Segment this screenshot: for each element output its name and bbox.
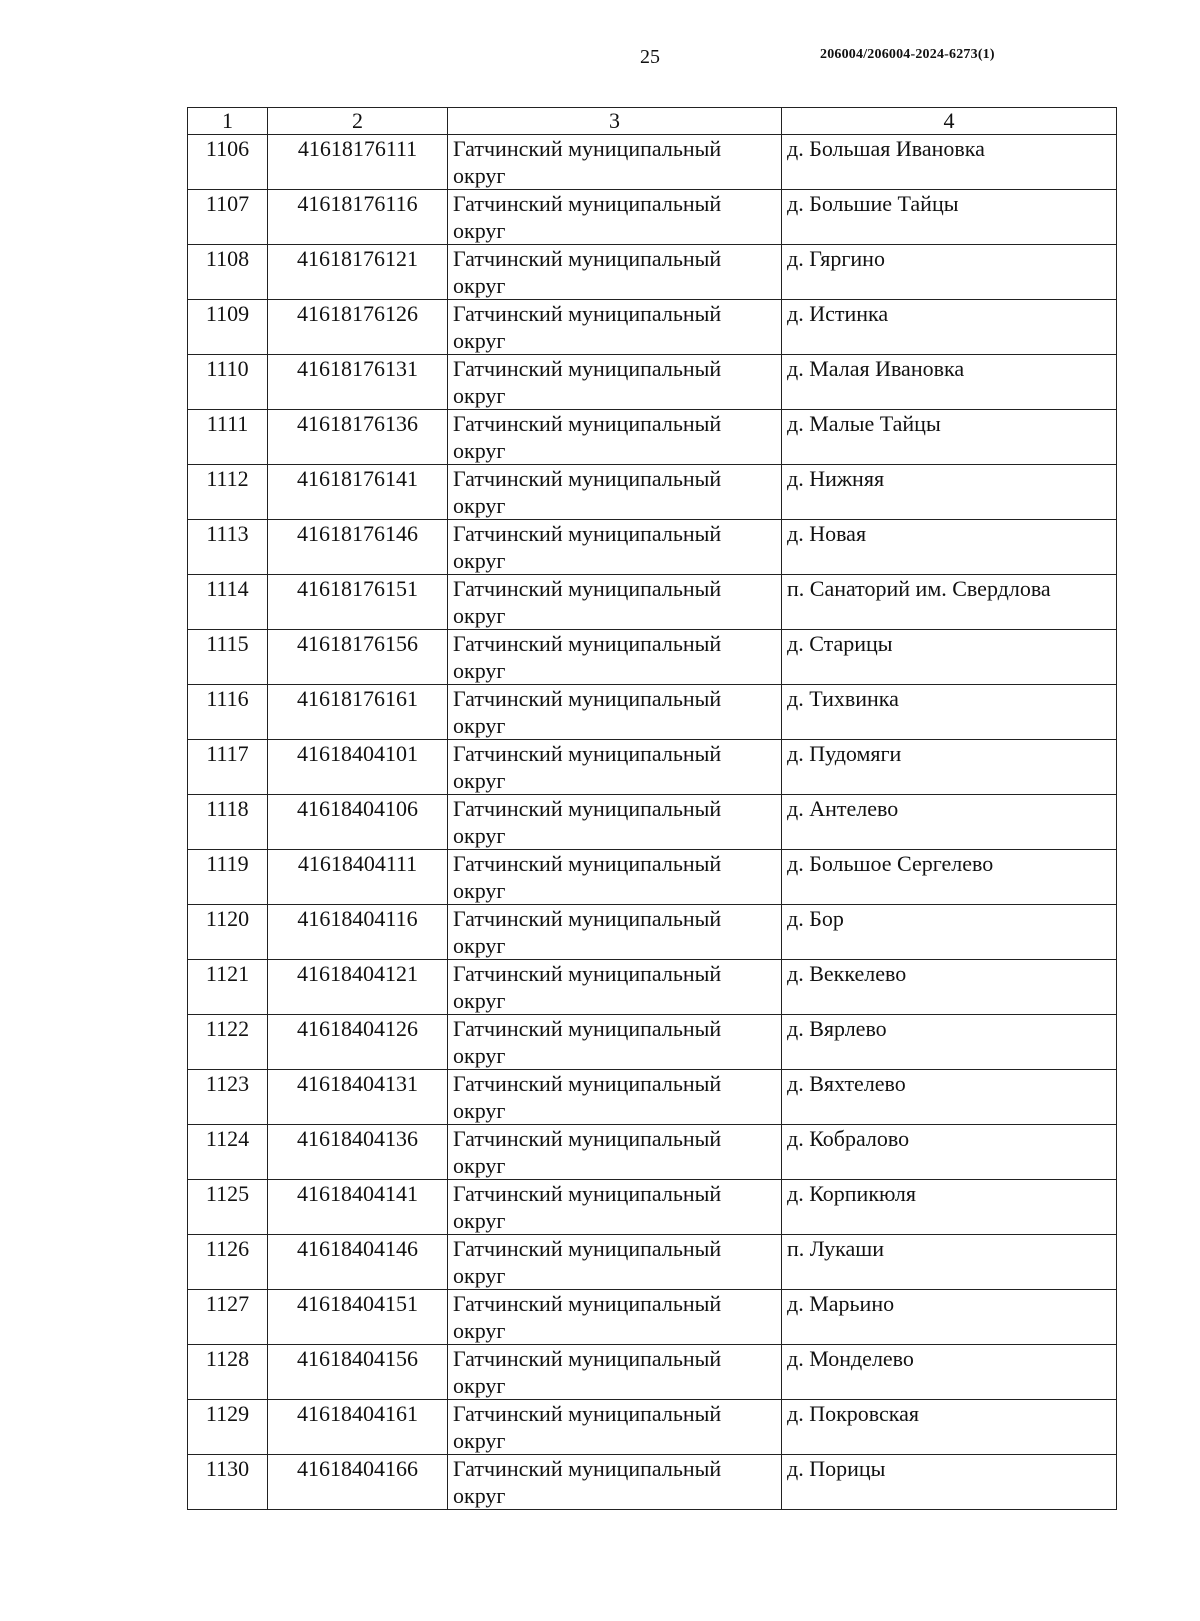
district-cell: Гатчинский муниципальный округ — [448, 1455, 782, 1510]
district-cell: Гатчинский муниципальный округ — [448, 520, 782, 575]
settlement-cell: д. Малые Тайцы — [782, 410, 1117, 465]
oktmo-code-cell: 41618404151 — [268, 1290, 448, 1345]
table-row — [188, 1455, 1117, 1510]
oktmo-code-cell: 41618404121 — [268, 960, 448, 1015]
district-cell: Гатчинский муниципальный округ — [448, 685, 782, 740]
settlement-cell: д. Новая — [782, 520, 1117, 575]
district-cell: Гатчинский муниципальный округ — [448, 850, 782, 905]
row-number-cell: 1126 — [188, 1235, 268, 1290]
row-number-cell: 1106 — [188, 135, 268, 190]
oktmo-code-cell: 41618404106 — [268, 795, 448, 850]
settlements-table — [187, 107, 1117, 1510]
settlement-cell: д. Нижняя — [782, 465, 1117, 520]
row-number-cell: 1112 — [188, 465, 268, 520]
table-row — [188, 520, 1117, 575]
table-row — [188, 355, 1117, 410]
district-cell: Гатчинский муниципальный округ — [448, 1345, 782, 1400]
settlement-cell: д. Покровская — [782, 1400, 1117, 1455]
oktmo-code-cell: 41618404166 — [268, 1455, 448, 1510]
table-row — [188, 300, 1117, 355]
oktmo-code-cell: 41618404126 — [268, 1015, 448, 1070]
oktmo-code-cell: 41618404156 — [268, 1345, 448, 1400]
oktmo-code-cell: 41618404131 — [268, 1070, 448, 1125]
district-cell: Гатчинский муниципальный округ — [448, 1070, 782, 1125]
table-row — [188, 850, 1117, 905]
table-row — [188, 1015, 1117, 1070]
settlement-cell: д. Корпикюля — [782, 1180, 1117, 1235]
settlement-cell: д. Большая Ивановка — [782, 135, 1117, 190]
row-number-cell: 1111 — [188, 410, 268, 465]
district-cell: Гатчинский муниципальный округ — [448, 245, 782, 300]
settlement-cell: п. Лукаши — [782, 1235, 1117, 1290]
table-row — [188, 1400, 1117, 1455]
settlement-cell: д. Старицы — [782, 630, 1117, 685]
table-row — [188, 740, 1117, 795]
district-cell: Гатчинский муниципальный округ — [448, 190, 782, 245]
district-cell: Гатчинский муниципальный округ — [448, 1290, 782, 1345]
oktmo-code-cell: 41618176141 — [268, 465, 448, 520]
settlement-cell: д. Вяхтелево — [782, 1070, 1117, 1125]
oktmo-code-cell: 41618404141 — [268, 1180, 448, 1235]
row-number-cell: 1108 — [188, 245, 268, 300]
table-row — [188, 1125, 1117, 1180]
column-header-2: 2 — [268, 108, 448, 135]
table-header — [188, 108, 1117, 135]
row-number-cell: 1120 — [188, 905, 268, 960]
settlement-cell: д. Большое Сергелево — [782, 850, 1117, 905]
row-number-cell: 1121 — [188, 960, 268, 1015]
oktmo-code-cell: 41618404116 — [268, 905, 448, 960]
row-number-cell: 1107 — [188, 190, 268, 245]
row-number-cell: 1130 — [188, 1455, 268, 1510]
district-cell: Гатчинский муниципальный округ — [448, 465, 782, 520]
table-row — [188, 1345, 1117, 1400]
column-header-3: 3 — [448, 108, 782, 135]
header-row — [188, 108, 1117, 135]
column-header-4: 4 — [782, 108, 1117, 135]
district-cell: Гатчинский муниципальный округ — [448, 355, 782, 410]
district-cell: Гатчинский муниципальный округ — [448, 135, 782, 190]
table-row — [188, 795, 1117, 850]
district-cell: Гатчинский муниципальный округ — [448, 1015, 782, 1070]
page-number: 25 — [640, 46, 660, 68]
district-cell: Гатчинский муниципальный округ — [448, 740, 782, 795]
settlement-cell: д. Малая Ивановка — [782, 355, 1117, 410]
oktmo-code-cell: 41618176156 — [268, 630, 448, 685]
district-cell: Гатчинский муниципальный округ — [448, 1180, 782, 1235]
settlement-cell: п. Санаторий им. Свердлова — [782, 575, 1117, 630]
district-cell: Гатчинский муниципальный округ — [448, 1235, 782, 1290]
table-row — [188, 245, 1117, 300]
row-number-cell: 1114 — [188, 575, 268, 630]
row-number-cell: 1109 — [188, 300, 268, 355]
settlement-cell: д. Монделево — [782, 1345, 1117, 1400]
table-row — [188, 135, 1117, 190]
row-number-cell: 1117 — [188, 740, 268, 795]
table-body — [188, 135, 1117, 1510]
settlement-cell: д. Большие Тайцы — [782, 190, 1117, 245]
oktmo-code-cell: 41618176111 — [268, 135, 448, 190]
oktmo-code-cell: 41618176161 — [268, 685, 448, 740]
column-header-1: 1 — [188, 108, 268, 135]
oktmo-code-cell: 41618404111 — [268, 850, 448, 905]
settlement-cell: д. Марьино — [782, 1290, 1117, 1345]
oktmo-code-cell: 41618176126 — [268, 300, 448, 355]
settlement-cell: д. Вярлево — [782, 1015, 1117, 1070]
district-cell: Гатчинский муниципальный округ — [448, 905, 782, 960]
table-row — [188, 410, 1117, 465]
settlement-cell: д. Тихвинка — [782, 685, 1117, 740]
settlement-cell: д. Кобралово — [782, 1125, 1117, 1180]
settlement-cell: д. Порицы — [782, 1455, 1117, 1510]
row-number-cell: 1119 — [188, 850, 268, 905]
row-number-cell: 1123 — [188, 1070, 268, 1125]
district-cell: Гатчинский муниципальный округ — [448, 630, 782, 685]
settlement-cell: д. Истинка — [782, 300, 1117, 355]
oktmo-code-cell: 41618404136 — [268, 1125, 448, 1180]
table-row — [188, 1070, 1117, 1125]
settlement-cell: д. Веккелево — [782, 960, 1117, 1015]
oktmo-code-cell: 41618176146 — [268, 520, 448, 575]
row-number-cell: 1128 — [188, 1345, 268, 1400]
district-cell: Гатчинский муниципальный округ — [448, 960, 782, 1015]
row-number-cell: 1127 — [188, 1290, 268, 1345]
district-cell: Гатчинский муниципальный округ — [448, 410, 782, 465]
table-row — [188, 685, 1117, 740]
row-number-cell: 1115 — [188, 630, 268, 685]
district-cell: Гатчинский муниципальный округ — [448, 575, 782, 630]
table-row — [188, 905, 1117, 960]
row-number-cell: 1125 — [188, 1180, 268, 1235]
district-cell: Гатчинский муниципальный округ — [448, 1125, 782, 1180]
table-row — [188, 575, 1117, 630]
oktmo-code-cell: 41618176121 — [268, 245, 448, 300]
oktmo-code-cell: 41618176151 — [268, 575, 448, 630]
settlement-cell: д. Антелево — [782, 795, 1117, 850]
table-row — [188, 1290, 1117, 1345]
district-cell: Гатчинский муниципальный округ — [448, 1400, 782, 1455]
row-number-cell: 1129 — [188, 1400, 268, 1455]
table-row — [188, 1180, 1117, 1235]
oktmo-code-cell: 41618404101 — [268, 740, 448, 795]
table-row — [188, 960, 1117, 1015]
settlement-cell: д. Пудомяги — [782, 740, 1117, 795]
table-row — [188, 1235, 1117, 1290]
oktmo-code-cell: 41618176131 — [268, 355, 448, 410]
table-row — [188, 465, 1117, 520]
oktmo-code-cell: 41618404161 — [268, 1400, 448, 1455]
row-number-cell: 1113 — [188, 520, 268, 575]
row-number-cell: 1116 — [188, 685, 268, 740]
row-number-cell: 1118 — [188, 795, 268, 850]
settlement-cell: д. Гяргино — [782, 245, 1117, 300]
oktmo-code-cell: 41618176136 — [268, 410, 448, 465]
district-cell: Гатчинский муниципальный округ — [448, 795, 782, 850]
settlement-cell: д. Бор — [782, 905, 1117, 960]
document-id: 206004/206004-2024-6273(1) — [820, 47, 995, 62]
table-row — [188, 190, 1117, 245]
district-cell: Гатчинский муниципальный округ — [448, 300, 782, 355]
row-number-cell: 1124 — [188, 1125, 268, 1180]
table-row — [188, 630, 1117, 685]
oktmo-code-cell: 41618404146 — [268, 1235, 448, 1290]
row-number-cell: 1122 — [188, 1015, 268, 1070]
oktmo-code-cell: 41618176116 — [268, 190, 448, 245]
row-number-cell: 1110 — [188, 355, 268, 410]
